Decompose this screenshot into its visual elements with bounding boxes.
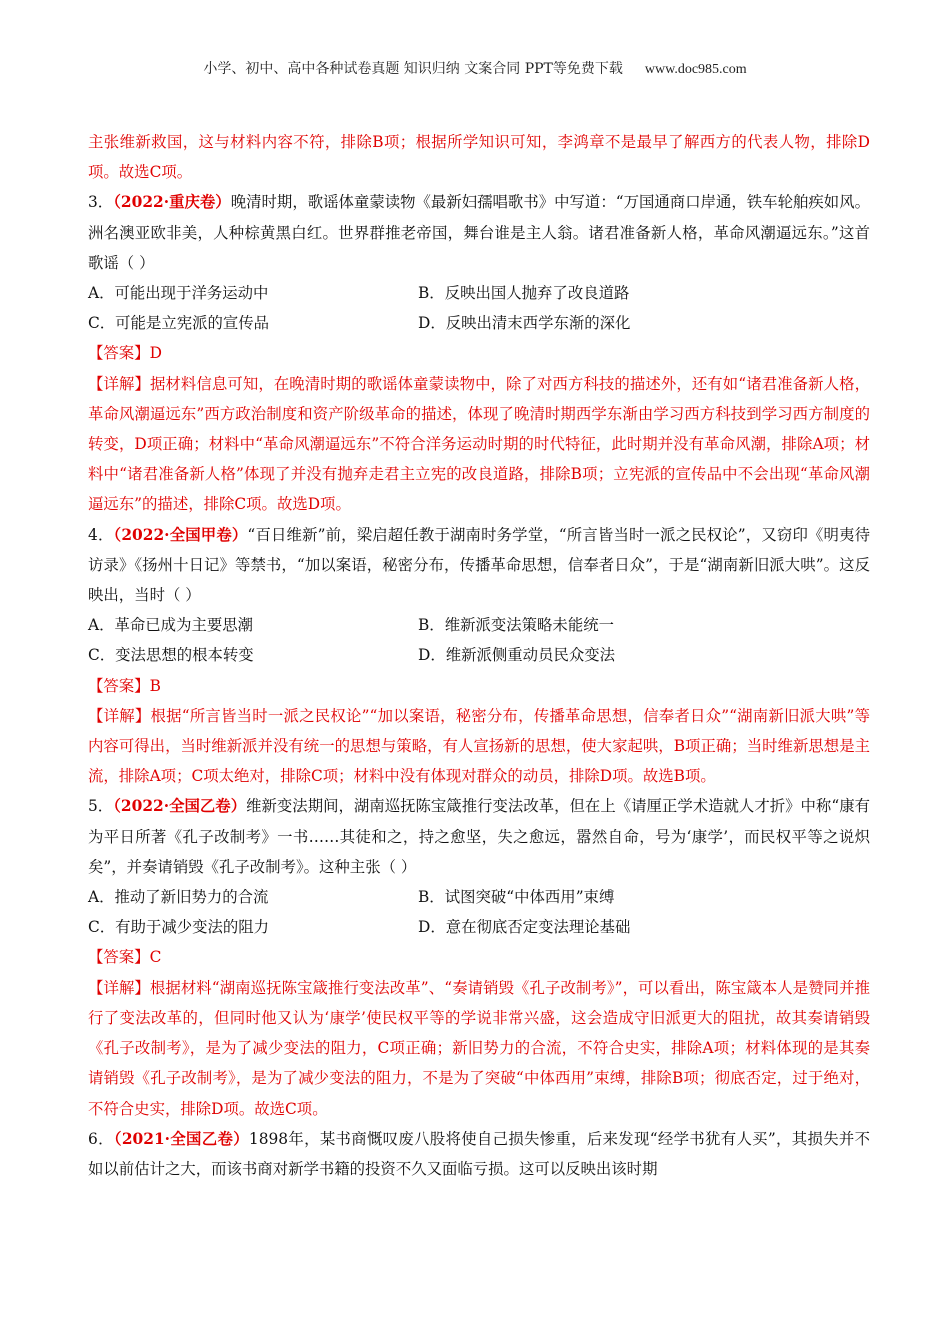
question-5 (88, 791, 870, 882)
question-stem: 维新变法期间，湖南巡抚陈宝箴推行变法改革，但在上《请厘正学术造就人才折》中称“康有为平日所著《孔子改制考》一书……其徒和之，持之愈坚，失之愈远，嚣然自命，号为‘康学’，而民权平等之说炽矣”，并奏请销毁《孔子改制考》。这种主张（ ） (88, 797, 870, 876)
question-source: （2022·全国甲卷） (113, 525, 248, 544)
question-number: 4． (88, 525, 114, 544)
continuation-text: 主张维新救国，这与材料内容不符，排除B项；根据所学知识可知，李鸿章不是最早了解西方的代表人物，排除D项。故选C项。 (88, 133, 870, 182)
explanation-label: 【详解】 (88, 706, 151, 725)
option-a: A．革命已成为主要思潮 (88, 616, 254, 635)
option-b: B．试图突破“中体西用”束缚 (418, 888, 615, 907)
explanation-text: 据材料信息可知，在晚清时期的歌谣体童蒙读物中，除了对西方科技的描述外，还有如“诸君准备新人格，革命风潮逼远东”西方政治制度和资产阶级革命的描述，体现了晚清时期西学东渐由学习西方科技到学习西方制度的转变，D项正确；材料中“革命风潮逼远东”不符合洋务运动时期的时代特征，此时期并没有革命风潮，排除A项；材料中“诸君准备新人格”体现了并没有抛弃走君主立宪的改良道路，排除B项；立宪派的宣传品中不会出现“革命风潮逼远东”的描述，排除C项。故选D项。 (88, 374, 870, 514)
question-source: （2022·重庆卷） (113, 193, 231, 212)
answer-label: 【答案】 (88, 676, 150, 695)
option-a: A．可能出现于洋务运动中 (88, 284, 269, 303)
answer-label: 【答案】 (88, 344, 150, 363)
answer-value: C (149, 948, 162, 967)
header-site-link[interactable]: www.doc985.com (644, 62, 747, 77)
explanation-label: 【详解】 (88, 978, 150, 997)
question-stem: 1898年，某书商慨叹废八股将使自己损失惨重，后来发现“经学书犹有人买”，其损失并不如以前估计之大，而该书商对新学书籍的投资不久又面临亏损。这可以反映出该时期 (88, 1129, 871, 1178)
answer-label: 【答案】 (88, 948, 150, 967)
answer-line (88, 671, 870, 701)
question-number: 3． (88, 193, 114, 212)
option-c: C．可能是立宪派的宣传品 (88, 314, 270, 333)
options-row (88, 912, 870, 942)
option-b: B．维新派变法策略未能统一 (418, 616, 614, 635)
option-d: D．意在彻底否定变法理论基础 (418, 918, 631, 937)
option-d: D．维新派侧重动员民众变法 (418, 646, 616, 665)
explanation (88, 701, 870, 792)
option-c: C．有助于减少变法的阻力 (88, 918, 270, 937)
options-row (88, 640, 870, 670)
option-b: B．反映出国人抛弃了改良道路 (418, 284, 630, 303)
question-source: （2021·全国乙卷） (113, 1129, 249, 1148)
explanation (88, 973, 870, 1124)
question-3 (88, 187, 870, 278)
question-number: 6． (88, 1129, 114, 1148)
explanation-text: 根据材料“湖南巡抚陈宝箴推行变法改革”、“奏请销毁《孔子改制考》”，可以看出，陈宝箴本人是赞同并推行了变法改革的，但同时他又认为‘康学’使民权平等的学说非常兴盛，这会造成守旧派更大的阻扰，故其奏请销毁《孔子改制考》，是为了减少变法的阻力，C项正确；新旧势力的合流，不符合史实，排除A项；材料体现的是其奏请销毁《孔子改制考》，是为了减少变法的阻力，不是为了突破“中体西用”束缚，排除B项；彻底否定，过于绝对，不符合史实，排除D项。故选C项。 (88, 978, 870, 1118)
question-source: （2022·全国乙卷） (113, 797, 247, 816)
options-row (88, 610, 870, 640)
question-6 (88, 1124, 870, 1184)
answer-value: D (149, 344, 162, 363)
answer-line (88, 338, 870, 368)
option-c: C．变法思想的根本转变 (88, 646, 254, 665)
question-4 (88, 520, 870, 611)
options-row (88, 308, 870, 338)
answer-value: B (149, 676, 161, 695)
answer-line (88, 942, 870, 972)
explanation (88, 369, 870, 520)
explanation-label: 【详解】 (88, 374, 150, 393)
options-row (88, 278, 870, 308)
question-stem: “百日维新”前，梁启超任教于湖南时务学堂，“所言皆当时一派之民权论”，又窃印《明夷待访录》《扬州十日记》等禁书，“加以案语，秘密分布，传播革命思想，信奉者日众”，于是“湖南新旧派大哄”。这反映出，当时（ ） (88, 525, 871, 605)
option-d: D．反映出清末西学东渐的深化 (418, 314, 631, 333)
question-number: 5． (88, 797, 114, 816)
question-stem: 晚清时期，歌谣体童蒙读物《最新妇孺唱歌书》中写道：“万国通商口岸通，铁车轮舶疾如风。洲名澳亚欧非美，人种棕黄黑白红。世界群推老帝国，舞台谁是主人翁。诸君准备新人格，革命风潮逼远东。”这首歌谣（ ） (88, 193, 870, 272)
document-body (88, 127, 870, 1184)
option-a: A．推动了新旧势力的合流 (88, 888, 269, 907)
page-header (0, 58, 950, 78)
options-row (88, 882, 870, 912)
explanation-text: 根据“所言皆当时一派之民权论”“加以案语，秘密分布，传播革命思想，信奉者日众”“湖南新旧派大哄”等内容可得出，当时维新派并没有统一的思想与策略，有人宣扬新的思想，使大家起哄，B项正确；当时维新思想是主流，排除A项；C项太绝对，排除C项；材料中没有体现对群众的动员，排除D项。故选B项。 (88, 706, 870, 786)
header-text: 小学、初中、高中各种试卷真题 知识归纳 文案合同 PPT等免费下载 (203, 61, 623, 77)
